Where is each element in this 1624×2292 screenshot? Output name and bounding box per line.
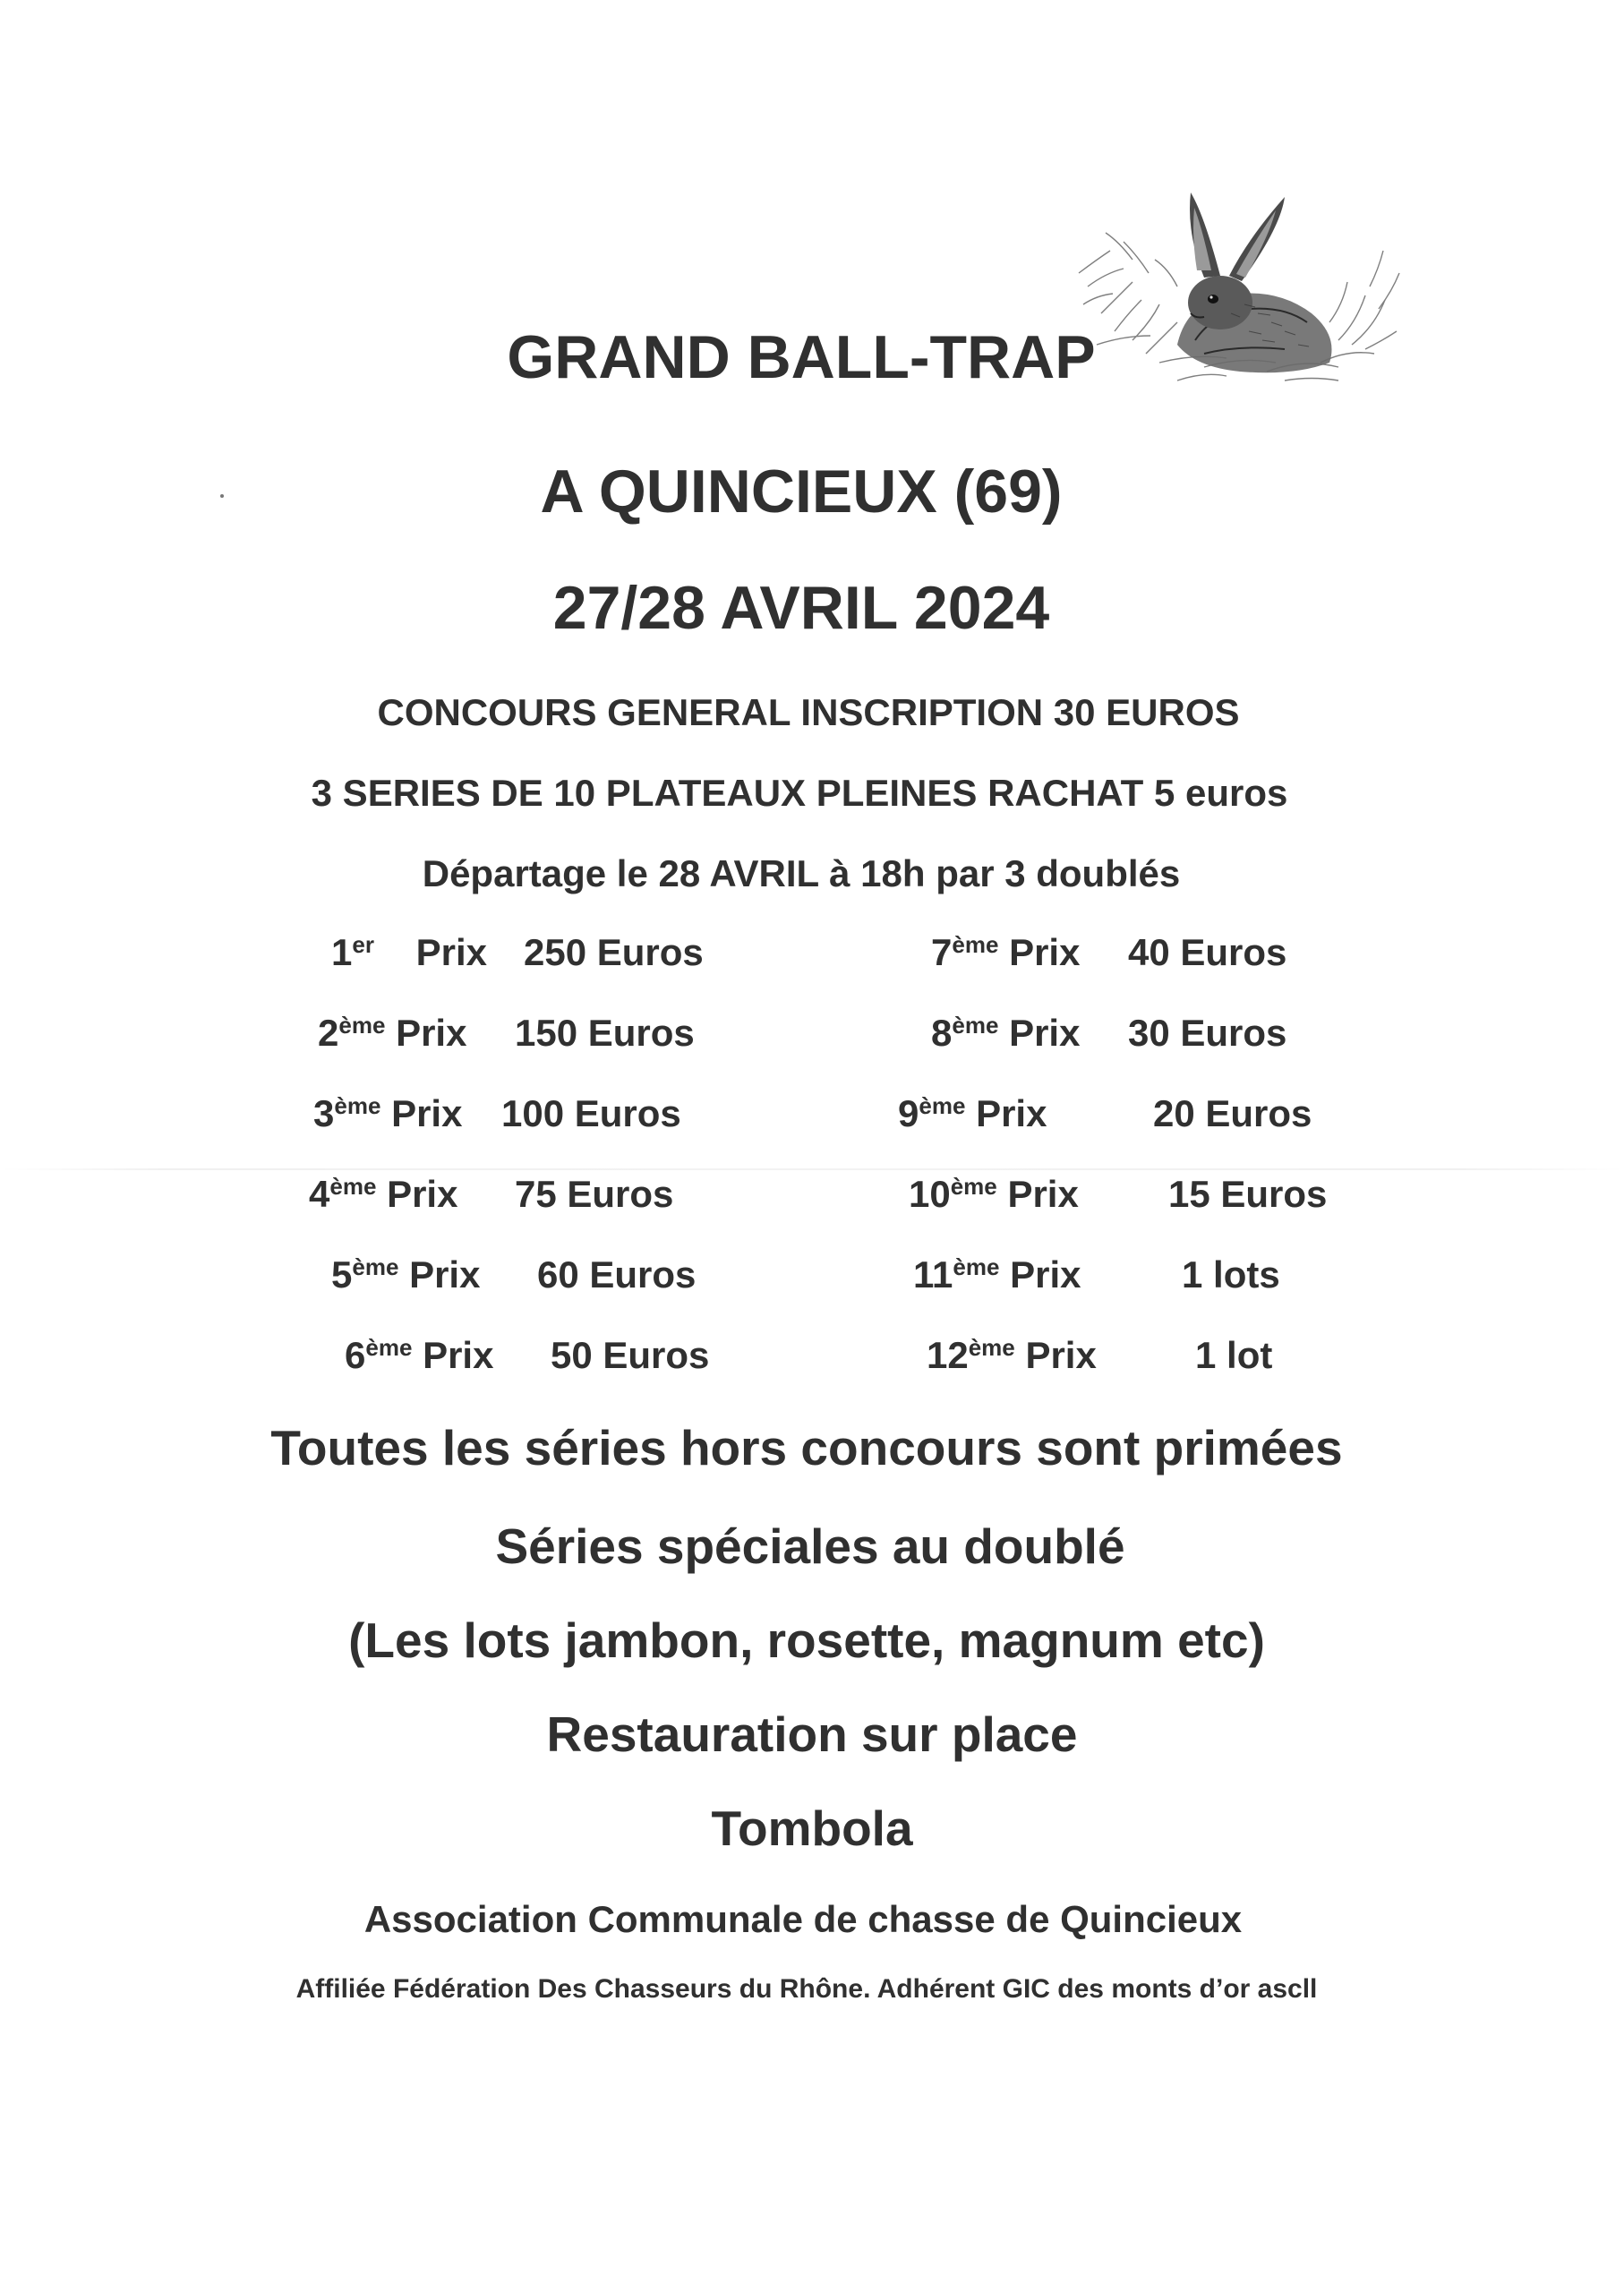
special-series: Séries spéciales au doublé: [495, 1518, 1125, 1574]
catering-note: Restauration sur place: [546, 1706, 1078, 1762]
prize-row: [345, 1334, 810, 1388]
date-title: 27/28 AVRIL 2024: [552, 574, 1050, 642]
prize-row: [913, 1253, 1379, 1307]
prize-place: 2ème Prix: [318, 1012, 467, 1054]
prize-row: [331, 1253, 797, 1307]
prize-row: [309, 1173, 774, 1227]
prize-row: [331, 931, 797, 985]
prize-place: 9ème Prix: [898, 1092, 1047, 1134]
prize-place: 7ème Prix: [931, 931, 1081, 973]
prize-place: 12ème Prix: [927, 1334, 1097, 1376]
registration-info: CONCOURS GENERAL INSCRIPTION 30 EUROS: [377, 691, 1240, 733]
raffle-note: Tombola: [711, 1800, 913, 1856]
prize-amount: 250 Euros: [524, 931, 704, 973]
location-title: A QUINCIEUX (69): [540, 458, 1063, 526]
prize-row: [313, 1092, 779, 1146]
prize-amount: 60 Euros: [537, 1253, 697, 1296]
prize-amount: 100 Euros: [501, 1092, 681, 1134]
prize-place: 1er Prix: [331, 931, 488, 973]
prize-place: 10ème Prix: [909, 1173, 1079, 1215]
prize-amount: 30 Euros: [1128, 1012, 1287, 1054]
prize-row: [909, 1173, 1374, 1227]
affiliation: Affiliée Fédération Des Chasseurs du Rhône. Adhérent GIC des monts d’or ascll: [295, 1974, 1318, 2004]
prize-row: [898, 1092, 1363, 1146]
prize-amount: 150 Euros: [515, 1012, 695, 1054]
prize-lots: (Les lots jambon, rosette, magnum etc): [348, 1612, 1265, 1668]
series-note: Toutes les séries hors concours sont primées: [270, 1420, 1343, 1475]
prize-place: 4ème Prix: [309, 1173, 458, 1215]
prize-amount: 1 lot: [1195, 1334, 1273, 1376]
prize-place: 5ème Prix: [331, 1253, 481, 1296]
prize-row: [931, 1012, 1397, 1065]
prize-amount: 1 lots: [1182, 1253, 1280, 1296]
prize-row: [927, 1334, 1392, 1388]
prize-place: 8ème Prix: [931, 1012, 1081, 1054]
prize-row: [931, 931, 1397, 985]
paper-fold-line: [0, 1168, 1624, 1170]
page-title: GRAND BALL-TRAP: [507, 323, 1096, 391]
prize-amount: 20 Euros: [1153, 1092, 1312, 1134]
prize-amount: 40 Euros: [1128, 931, 1287, 973]
organizer: Association Communale de chasse de Quincieux: [363, 1898, 1243, 1940]
prize-amount: 75 Euros: [515, 1173, 674, 1215]
prize-amount: 15 Euros: [1168, 1173, 1328, 1215]
series-info: 3 SERIES DE 10 PLATEAUX PLEINES RACHAT 5 euros: [311, 772, 1288, 814]
prize-amount: 50 Euros: [551, 1334, 710, 1376]
prize-place: 6ème Prix: [345, 1334, 494, 1376]
tiebreak-info: Départage le 28 AVRIL à 18h par 3 doublés: [422, 852, 1181, 894]
prize-row: [318, 1012, 783, 1065]
prize-place: 11ème Prix: [913, 1253, 1081, 1296]
prize-place: 3ème Prix: [313, 1092, 463, 1134]
